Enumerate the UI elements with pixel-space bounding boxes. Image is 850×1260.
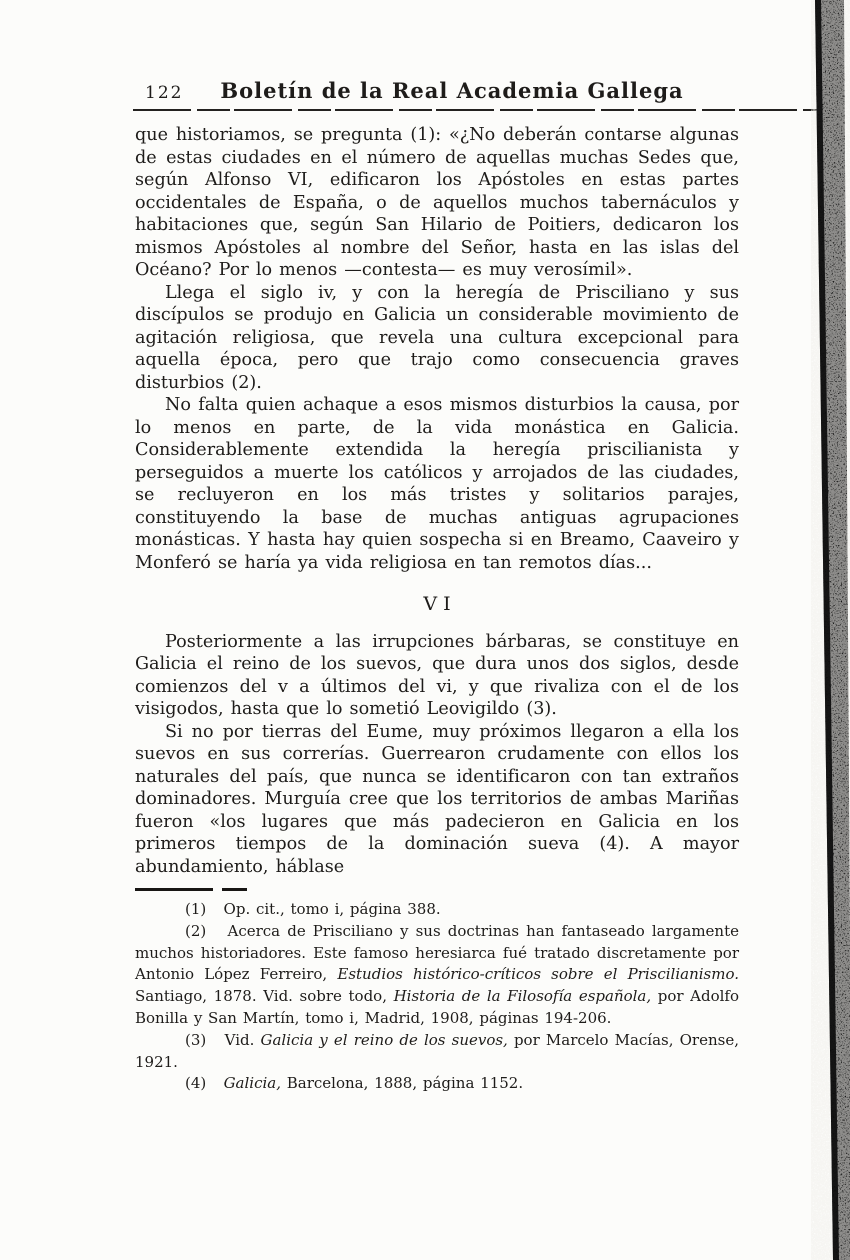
footnote: (4) Galicia, Barcelona, 1888, página 1152.	[185, 1074, 524, 1093]
footnote: (3) Vid. Galicia y el reino de los suevos, por Marcelo Macías, Orense, 1921.	[135, 1030, 739, 1071]
paragraph: Posteriormente a las irrupciones bárbaras, se constituye en Galicia el reino de los suevos, que dura unos dos siglos, desde comienzos del v a últimos del vi, y que rivaliza con el de los visigodos, hasta que lo sometió Leovigildo (3).	[135, 631, 739, 719]
header-rule	[133, 109, 817, 111]
paragraph: No falta quien achaque a esos mismos disturbios la causa, por lo menos en parte, de la vida monástica en Galicia. Considerablemente extendida la heregía priscilianista y perseguidos a muerte los católicos y arrojados de las ciudades, se recluyeron en los más tristes y solitarios parajes, constituyendo la base de muchas antiguas agrupaciones monásticas. Y hasta hay quien sospecha si en Breamo, Caaveiro y Monferó se haría ya vida religiosa en tan remotos días...	[135, 395, 739, 573]
paragraph: que historiamos, se pregunta (1): «¿No deberán contarse algunas de estas ciudades en el número de aquellas muchas Sedes que, según Alfonso VI, edificaron los Apóstoles en estas partes occidentales de España, o de aquellos muchos tabernáculos y habitaciones que, según San Hilario de Poitiers, dedicaron los mismos Apóstoles al nombre del Señor, hasta en las islas del Océano? Por lo menos —contesta— es muy verosímil».	[135, 125, 739, 280]
footnote-separator	[135, 888, 247, 891]
paragraph: Llega el siglo iv, y con la heregía de Prisciliano y sus discípulos se produjo en Galicia un considerable movimiento de agitación religiosa, que revela una cultura excepcional para aquella época, pero que trajo como consecuencia graves disturbios (2).	[135, 282, 739, 393]
page-header	[135, 78, 739, 108]
book-edge-band	[780, 0, 850, 1260]
footnotes	[135, 886, 739, 1095]
footnote: (2) Acerca de Prisciliano y sus doctrinas han fantaseado largamente muchos historiadores. Este famoso heresiarca fué tratado discretamente por Antonio López Ferreiro, Estudios histórico-críticos sobre el Priscilianismo. Santiago, 1878. Vid. sobre todo, Historia de la Filosofía española, por Adolfo Bonilla y San Martín, tomo i, Madrid, 1908, páginas 194-206.	[135, 921, 740, 1027]
section-heading: VI	[423, 593, 457, 615]
page-body	[135, 124, 739, 878]
journal-title: Boletín de la Real Academia Gallega	[220, 78, 684, 103]
footnote: (1) Op. cit., tomo i, página 388.	[185, 900, 441, 918]
page-number: 122	[145, 83, 184, 103]
scan-noise	[0, 0, 2, 2]
paragraph: Si no por tierras del Eume, muy próximos llegaron a ella los suevos en sus correrías. Guerrearon crudamente con ellos los naturales del país, que nunca se identificaron con tan extraños dominadores. Murguía cree que los territorios de ambas Mariñas fueron «los lugares que más padecieron en Galicia en los primeros tiempos de la dominación sueva (4). A mayor abundamiento, háblase	[135, 721, 739, 877]
